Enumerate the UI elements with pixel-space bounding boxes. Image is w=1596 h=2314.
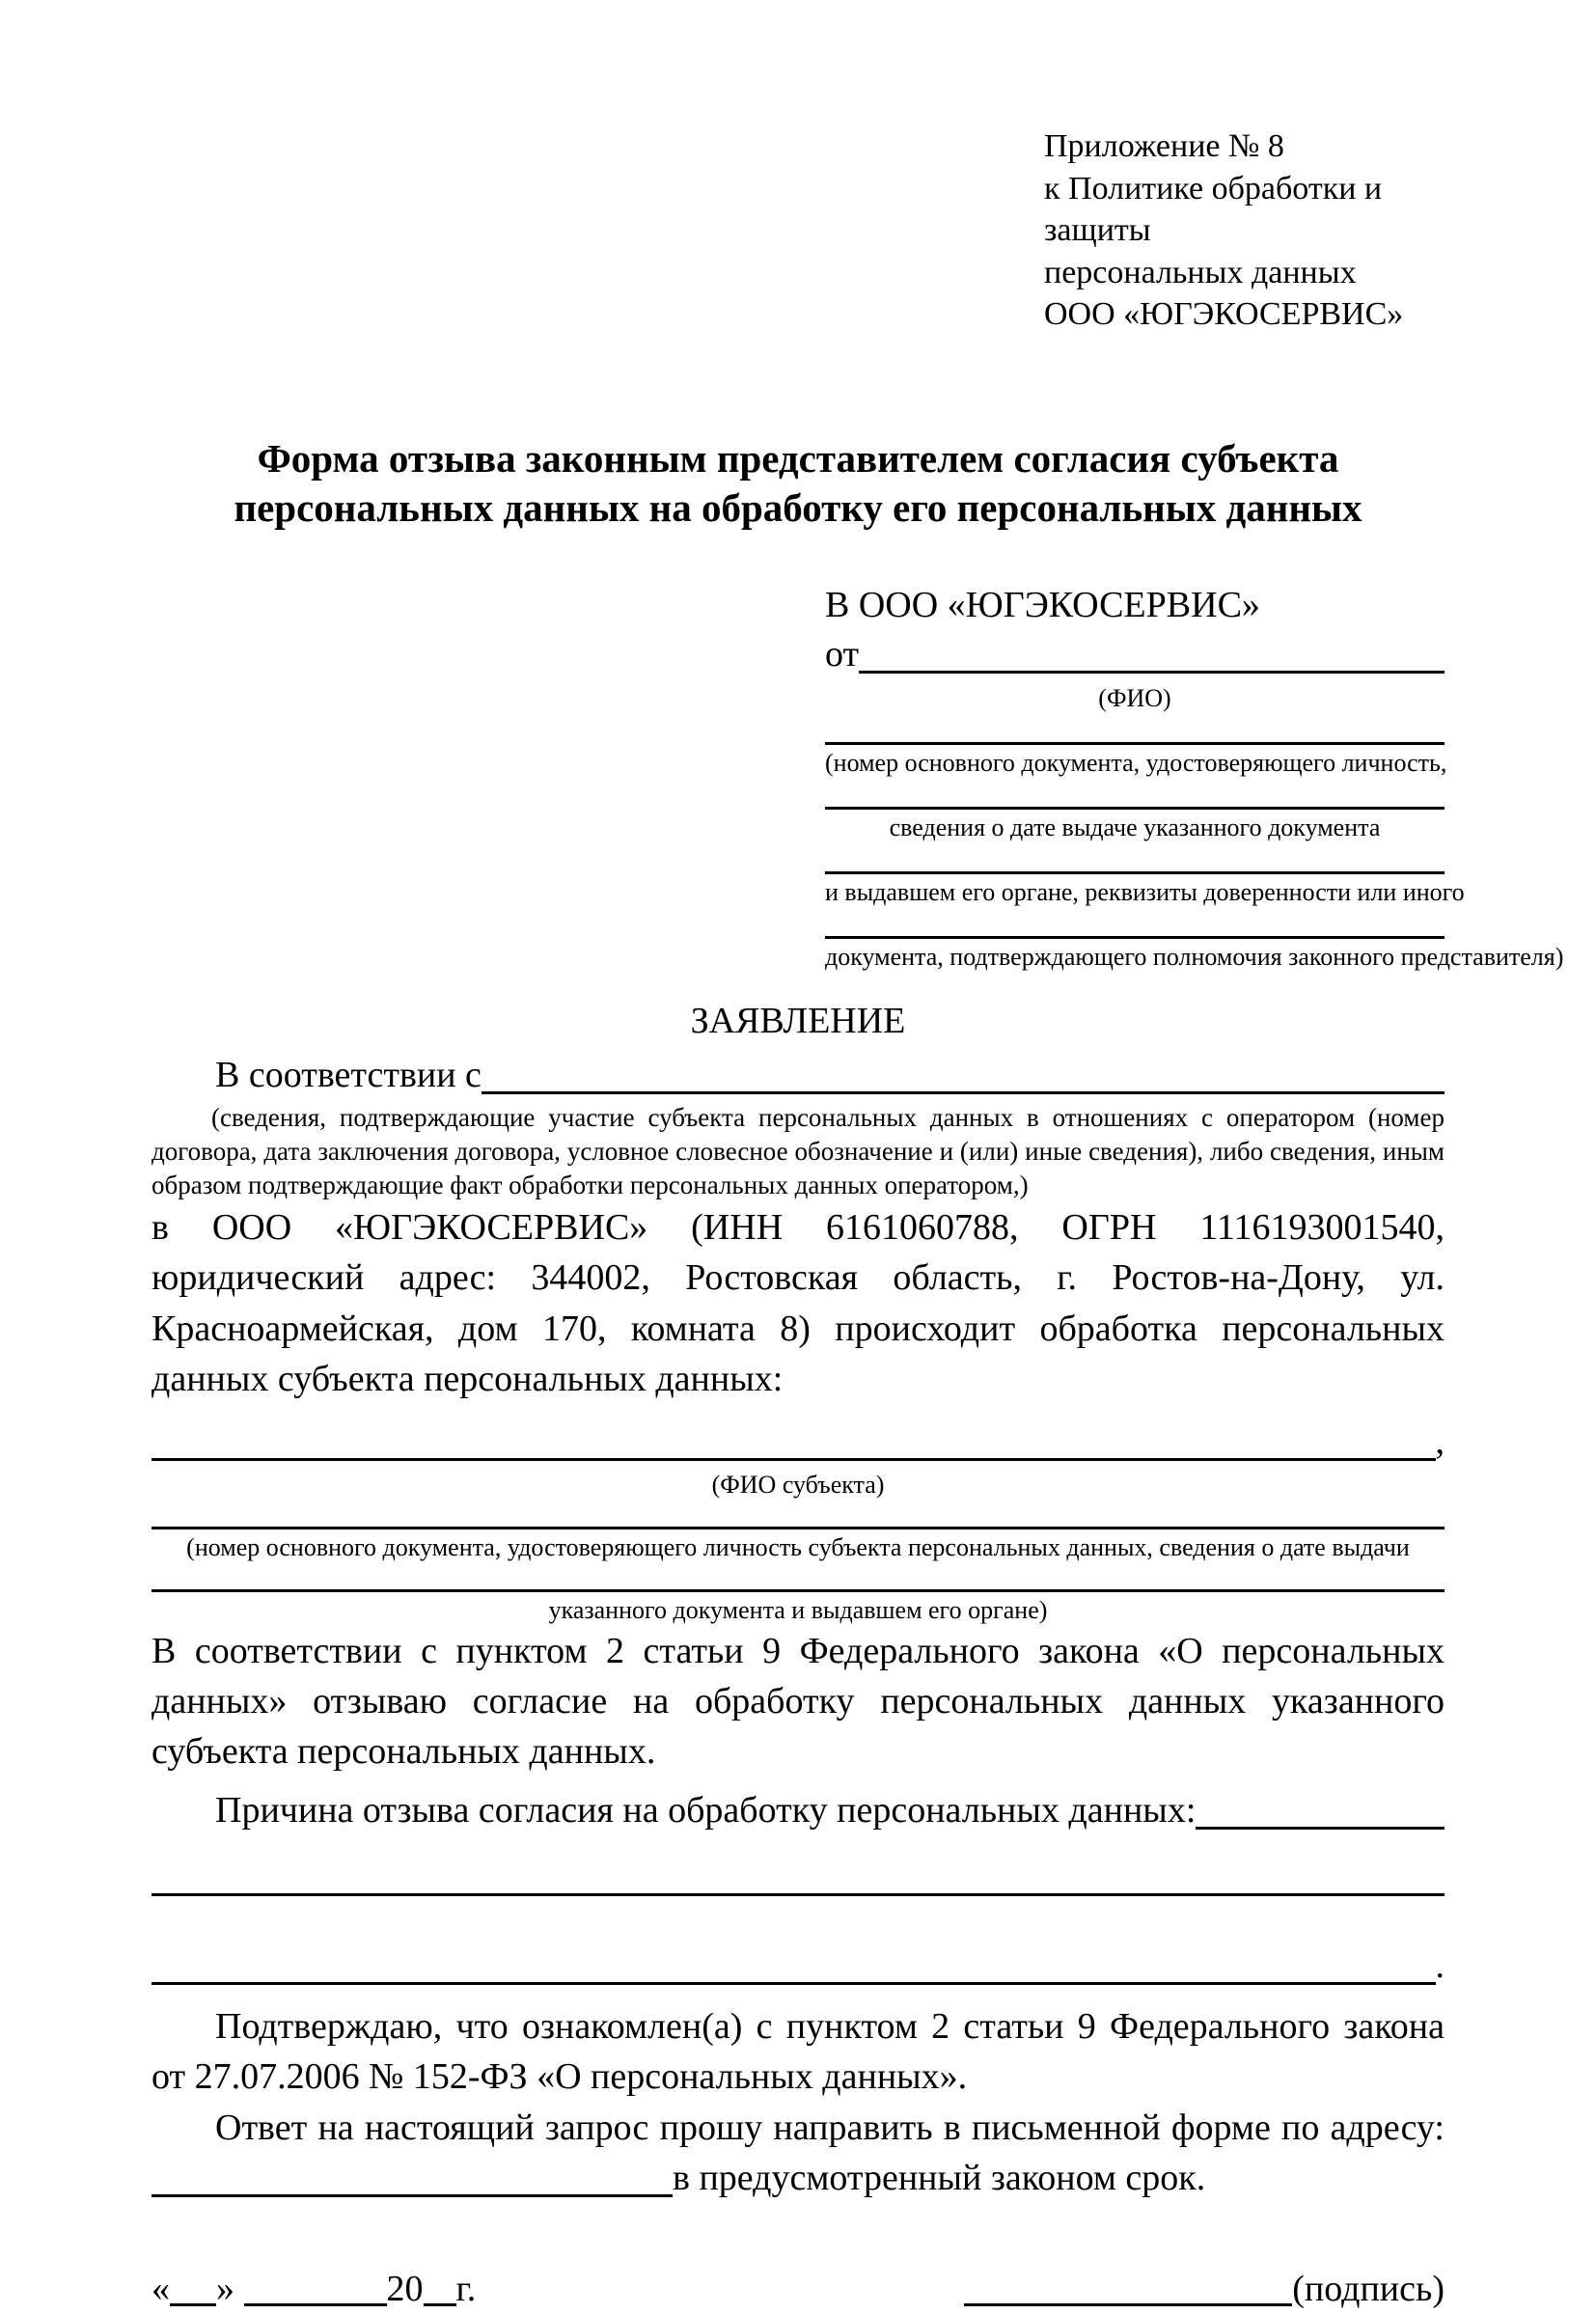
caption-issuing-authority: и выдавшем его органе, реквизиты доверенности или иного bbox=[825, 878, 1465, 907]
statement-heading: ЗАЯВЛЕНИЕ bbox=[690, 1000, 906, 1041]
reason-lead: Причина отзыва согласия на обработку персональных данных: bbox=[215, 1789, 1197, 1831]
intro-row bbox=[151, 1050, 1445, 1100]
blank-field-issuing-authority bbox=[825, 871, 1445, 874]
from-label: от bbox=[825, 634, 860, 675]
addressee-to: В ООО «ЮГЭКОСЕРВИС» bbox=[825, 584, 1260, 625]
subject-document-blank-field bbox=[151, 1527, 1445, 1529]
reply-address-row bbox=[151, 2153, 1445, 2203]
operator-paragraph: в ООО «ЮГЭКОСЕРВИС» (ИНН 6161060788, ОГРН 1116193001540, юридический адрес: 344002, Ростовская область, г. Ростов-на-Дону, ул. Красноармейская, дом 170, комната 8) происходит обработка персональных данных субъекта персональных данных: bbox=[151, 1206, 1445, 1400]
date-day-blank-field bbox=[170, 2264, 216, 2306]
caption-issue-date: сведения о дате выдаче указанного документа bbox=[889, 813, 1381, 842]
blank-field-power-of-attorney bbox=[825, 936, 1445, 939]
caption-subject-document: (номер основного документа, удостоверяющего личность субъекта персональных данных, сведения о дате выдачи bbox=[186, 1533, 1410, 1562]
date-month-blank-field bbox=[244, 2264, 387, 2306]
withdrawal-paragraph: В соответствии с пунктом 2 статьи 9 Федерального закона «О персональных данных» отзываю согласие на обработку персональных данных указанного субъекта персональных данных. bbox=[151, 1630, 1445, 1773]
blank-field-document-number bbox=[825, 742, 1445, 745]
date-year-prefix: 20 bbox=[386, 2268, 424, 2309]
caption-document-number: (номер основного документа, удостоверяющего личность, bbox=[825, 748, 1447, 777]
footer-row bbox=[151, 2264, 1445, 2314]
reason-blank-line-2-row bbox=[151, 1941, 1445, 1991]
appendix-line-4: ООО «ЮГЭКОСЕРВИС» bbox=[1044, 296, 1404, 333]
caption-power-of-attorney: документа, подтверждающего полномочия законного представителя) bbox=[825, 943, 1564, 972]
date-open-quote: « bbox=[151, 2268, 170, 2309]
date-close-quote: » bbox=[216, 2268, 234, 2309]
appendix-header bbox=[1044, 125, 1445, 336]
intro-lead: В соответствии с bbox=[215, 1055, 482, 1096]
reply-address-blank-field bbox=[151, 2153, 673, 2197]
document-title: Форма отзыва законным представителем согласия субъекта персональных данных на обработку его персональных данных bbox=[234, 435, 1362, 531]
reason-blank-field bbox=[1196, 1785, 1445, 1830]
signature-caption: (подпись) bbox=[1292, 2268, 1445, 2309]
date-group bbox=[151, 2264, 476, 2314]
caption-subject-authority: указанного документа и выдавшем его органе) bbox=[548, 1596, 1048, 1625]
appendix-line-2: к Политике обработки и защиты bbox=[1044, 170, 1383, 249]
reply-lead: Ответ на настоящий запрос прошу направить в письменной форме по адресу: bbox=[215, 2107, 1445, 2148]
subject-fio-row bbox=[151, 1417, 1445, 1467]
from-name-blank-field bbox=[859, 629, 1445, 674]
subject-fields-block bbox=[151, 1417, 1445, 1626]
reason-blank-suffix: . bbox=[1435, 1945, 1445, 1987]
addressee-block bbox=[825, 582, 1564, 973]
signature-blank-field bbox=[964, 2264, 1292, 2306]
reply-tail: в предусмотренный законом срок. bbox=[673, 2158, 1206, 2199]
blank-field-issue-date bbox=[825, 807, 1445, 810]
subject-fio-blank-field bbox=[151, 1417, 1436, 1461]
subject-authority-blank-field bbox=[151, 1589, 1445, 1592]
intro-blank-field bbox=[482, 1050, 1445, 1094]
acknowledge-paragraph: Подтверждаю, что ознакомлен(а) с пунктом 2 статьи 9 Федерального закона от 27.07.2006 № 152-ФЗ «О персональных данных». bbox=[151, 2005, 1445, 2098]
fine-print-note: (сведения, подтверждающие участие субъекта персональных данных в отношениях с оператором (номер договора, дата заключения договора, условное словесное обозначение и (или) иные сведения), либо сведения, иным образом подтверждающие факт обработки персональных данных оператором,) bbox=[151, 1102, 1445, 1199]
caption-subject-fio: (ФИО субъекта) bbox=[711, 1471, 885, 1499]
reason-blank-line-1 bbox=[151, 1893, 1445, 1896]
caption-fio: (ФИО) bbox=[1098, 683, 1171, 712]
appendix-line-1: Приложение № 8 bbox=[1044, 128, 1284, 164]
signature-group bbox=[964, 2264, 1445, 2314]
reason-row bbox=[151, 1785, 1445, 1835]
reason-blank-line-2 bbox=[151, 1941, 1436, 1985]
subject-fio-suffix: , bbox=[1435, 1420, 1445, 1462]
addressee-from-row bbox=[825, 629, 1445, 679]
date-year-blank-field bbox=[424, 2264, 456, 2306]
appendix-line-3: персональных данных bbox=[1044, 254, 1357, 290]
date-year-suffix: г. bbox=[455, 2268, 477, 2309]
